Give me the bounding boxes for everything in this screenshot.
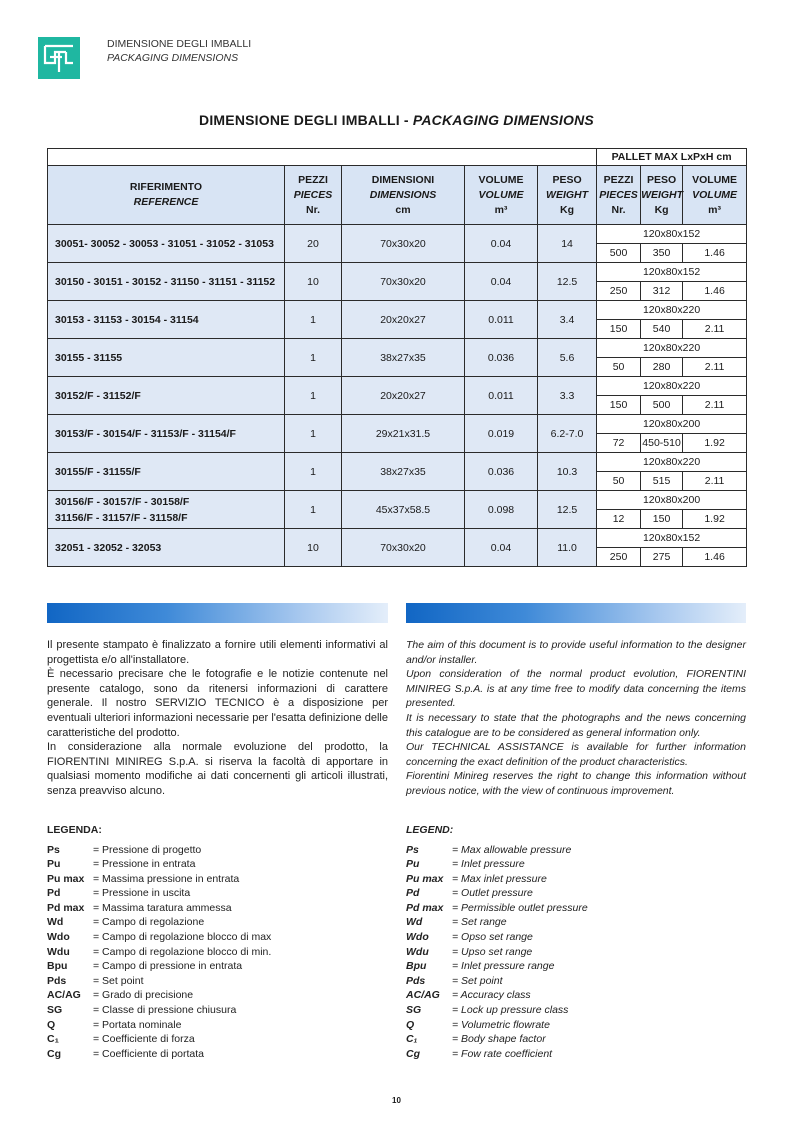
cell-p-volume: 2.11 [683,472,747,491]
col-header-line: DIMENSIONI [371,173,435,186]
legend-description: = Campo di pressione in entrata [93,960,243,973]
legend-row [406,901,746,916]
cell-reference [48,225,285,263]
cell-pallet-dims: 120x80x152 [597,263,747,282]
col-header-weight [538,166,597,225]
cell-volume: 0.04 [465,225,538,263]
paragraph-en: Our TECHNICAL ASSISTANCE is available for further information concerning the exact definition of the product characteristics. [406,741,746,768]
cell-p-volume: 1.92 [683,434,747,453]
legend-row [406,930,746,945]
legend-description: = Lock up pressure class [452,1004,569,1017]
legend-row [47,1003,388,1018]
legend-description: = Campo di regolazione [93,916,205,929]
legend-row [47,974,388,989]
cell-p-pieces: 250 [597,548,641,567]
legend-description: = Body shape factor [452,1033,546,1046]
cell-weight: 6.2-7.0 [538,415,597,453]
legend-row [406,974,746,989]
cell-dims: 45x37x58.5 [342,491,465,529]
legend-description: = Volumetric flowrate [452,1018,550,1031]
legend-symbol: AC/AG [406,989,440,1002]
legend-row [406,915,746,930]
legend-symbol: Bpu [47,960,68,973]
legend-description: = Campo di regolazione blocco di min. [93,945,272,958]
legend-row [406,857,746,872]
cell-p-pieces: 50 [597,472,641,491]
reference-line: 30155/F - 31155/F [55,465,141,478]
cell-dims: 20x20x27 [342,301,465,339]
cell-p-pieces: 500 [597,244,641,263]
reference-line: 32051 - 32052 - 32053 [55,541,162,554]
legend-row [406,872,746,887]
legend-row [406,886,746,901]
cell-pallet-dims: 120x80x220 [597,377,747,396]
legend-row [406,945,746,960]
cell-pieces: 1 [285,453,342,491]
col-header-line: DIMENSIONS [369,188,437,201]
cell-p-pieces: 12 [597,510,641,529]
legend-symbol: Bpu [406,960,427,973]
legend-description: = Fow rate coefficient [452,1047,553,1060]
legend-row [47,1032,388,1047]
col-header-line: PESO [646,173,677,186]
col-header-line: PIECES [293,188,333,201]
legend-description: = Upso set range [452,945,533,958]
header-title-en: PACKAGING DIMENSIONS [107,52,239,64]
legend-description: = Set point [93,974,144,987]
col-header-p-volume [683,166,747,225]
cell-pieces: 10 [285,529,342,567]
cell-p-volume: 2.11 [683,358,747,377]
legend-symbol: Q [47,1018,56,1031]
col-header-line: cm [395,203,411,216]
legend-row [406,1018,746,1033]
cell-pieces: 1 [285,377,342,415]
cell-reference [48,415,285,453]
legend-description: = Opso set range [452,931,533,944]
pallet-header: PALLET MAX LxPxH cm [597,149,747,166]
legend-description: = Pressione in uscita [93,887,191,900]
cell-p-weight: 280 [641,358,683,377]
cell-p-weight: 450-510 [641,434,683,453]
legend-description: = Classe di pressione chiusura [93,1004,237,1017]
table-row [48,339,747,358]
legend-symbol: Pu max [406,872,444,885]
legend-description: = Campo di regolazione blocco di max [93,931,272,944]
cell-dims: 38x27x35 [342,453,465,491]
page-title-en: PACKAGING DIMENSIONS [412,112,594,128]
legend-symbol: Pds [406,974,426,987]
col-header-line: VOLUME [692,188,738,201]
cell-reference [48,491,285,529]
legend-description: = Pressione in entrata [93,858,196,871]
table-row [48,301,747,320]
legend-row [47,1047,388,1062]
section-bar-en [406,603,746,623]
cell-volume: 0.036 [465,339,538,377]
table-row [48,225,747,244]
table-blank-corner [48,149,597,166]
cell-pallet-dims: 120x80x152 [597,529,747,548]
cell-p-volume: 1.92 [683,510,747,529]
legend-symbol: Pd [406,887,420,900]
table-row [48,377,747,396]
reference-line: 30156/F - 30157/F - 30158/F [55,495,190,508]
cell-dims: 70x30x20 [342,529,465,567]
cell-volume: 0.011 [465,377,538,415]
legend-symbol: Ps [47,843,60,856]
table-body [48,225,747,567]
paragraph-en: The aim of this document is to provide useful information to the designer and/or installer. [406,639,746,666]
reference-line: 30152/F - 31152/F [55,389,141,402]
legend-description: = Max inlet pressure [452,872,547,885]
legend-row [406,843,746,858]
legend-row [47,872,388,887]
legend-description: = Pressione di progetto [93,843,202,856]
legend-symbol: Wdu [47,945,70,958]
legend-symbol: Pd max [47,901,85,914]
legend-symbol: Pu [47,858,61,871]
legend-row [406,1003,746,1018]
paragraph-en: Fiorentini Minireg reserves the right to change this information without previous notice, with the view of continuous improvement. [406,770,746,797]
cell-pallet-dims: 120x80x200 [597,491,747,510]
legend-description: = Portata nominale [93,1018,182,1031]
cell-pieces: 1 [285,339,342,377]
cell-dims: 70x30x20 [342,225,465,263]
info-text-en [406,638,746,799]
col-header-p-weight [641,166,683,225]
legend-row [47,843,388,858]
page-title-separator: - [399,112,413,128]
col-header-ref [48,166,285,225]
cell-p-weight: 312 [641,282,683,301]
cell-p-weight: 515 [641,472,683,491]
legend-row [406,1047,746,1062]
reference-line: 30153/F - 30154/F - 31153/F - 31154/F [55,427,236,440]
cell-pallet-dims: 120x80x220 [597,453,747,472]
legend-symbol: Ps [406,843,419,856]
legend-row [47,915,388,930]
cell-pallet-dims: 120x80x152 [597,225,747,244]
reference-line: 30150 - 30151 - 30152 - 31150 - 31151 - 31152 [55,275,276,288]
company-logo [38,37,80,79]
legend-row [406,988,746,1003]
legend-description: = Massima taratura ammessa [93,901,232,914]
cell-volume: 0.019 [465,415,538,453]
cell-p-volume: 2.11 [683,396,747,415]
col-header-line: Kg [560,203,575,216]
cell-weight: 3.4 [538,301,597,339]
legend-row [47,857,388,872]
legend-description: = Coefficiente di portata [93,1047,205,1060]
cell-p-weight: 350 [641,244,683,263]
legend-symbol: Pu max [47,872,85,885]
cell-reference [48,529,285,567]
cell-p-weight: 275 [641,548,683,567]
cell-weight: 12.5 [538,263,597,301]
cell-dims: 70x30x20 [342,263,465,301]
cell-pieces: 1 [285,301,342,339]
page-number: 10 [392,1096,401,1105]
cell-p-volume: 1.46 [683,282,747,301]
col-header-line: RIFERIMENTO [129,181,203,193]
legend-symbol: Pd [47,887,61,900]
page-title [0,112,793,128]
col-header-pieces [285,166,342,225]
cell-pieces: 20 [285,225,342,263]
cell-p-weight: 500 [641,396,683,415]
legend-row [47,988,388,1003]
cell-reference [48,263,285,301]
legend-symbol: SG [47,1004,63,1017]
col-header-line: VOLUME [478,173,524,186]
cell-p-pieces: 150 [597,320,641,339]
col-header-line: PEZZI [603,173,634,186]
page-title-it: DIMENSIONE DEGLI IMBALLI [199,112,400,128]
col-header-line: PESO [552,173,582,186]
cell-pallet-dims: 120x80x220 [597,301,747,320]
legend-symbol: Pds [47,974,67,987]
cell-volume: 0.04 [465,263,538,301]
cell-volume: 0.098 [465,491,538,529]
cell-reference [48,301,285,339]
legend-description: = Inlet pressure [452,858,525,871]
legend-symbol: Pd max [406,901,444,914]
cell-pallet-dims: 120x80x200 [597,415,747,434]
cell-p-volume: 1.46 [683,548,747,567]
col-header-line: VOLUME [478,188,524,201]
reference-line: 31156/F - 31157/F - 31158/F [55,511,188,524]
legend-description: = Set point [452,974,503,987]
table-row [48,529,747,548]
table-row [48,415,747,434]
col-header-line: PIECES [599,188,638,201]
legend-row [406,959,746,974]
header-title-it: DIMENSIONE DEGLI IMBALLI [107,38,252,50]
cell-pieces: 1 [285,415,342,453]
cell-volume: 0.011 [465,301,538,339]
table-header-row [48,166,747,225]
cell-dims: 29x21x31.5 [342,415,465,453]
legend-row [47,901,388,916]
cell-weight: 11.0 [538,529,597,567]
legend-symbol: Cg [47,1047,61,1060]
legend-description: = Grado di precisione [93,989,194,1002]
packaging-table [47,148,747,567]
legend-description: = Inlet pressure range [452,960,555,973]
cell-pallet-dims: 120x80x220 [597,339,747,358]
cell-pieces: 1 [285,491,342,529]
legend-description: = Coefficiente di forza [93,1033,195,1046]
paragraph-it: In considerazione alla normale evoluzione del prodotto, la FIORENTINI MINIREG S.p.A. si riserva la facoltà di apportare in qualsiasi momento modifiche ai dati concernenti gli articoli illustrati, senza preavviso alcuno. [47,741,388,797]
col-header-line: WEIGHT [641,188,684,201]
legend-description: = Outlet pressure [452,887,533,900]
legend-symbol: Wdo [406,931,429,944]
legend-en [406,823,746,1061]
reference-line: 30153 - 31153 - 30154 - 31154 [55,313,199,326]
cell-reference [48,339,285,377]
cell-volume: 0.036 [465,453,538,491]
col-header-p-pieces [597,166,641,225]
legend-symbol: Q [406,1018,415,1031]
legend-title-it: LEGENDA: [47,824,102,836]
legend-symbol: C₁ [47,1033,59,1046]
logo-mark-icon [38,37,80,79]
info-text-it [47,638,388,799]
col-header-line: Kg [654,203,669,216]
legend-symbol: SG [406,1004,422,1017]
col-header-line: Nr. [611,203,626,216]
legend-symbol: C₁ [406,1033,418,1046]
cell-weight: 5.6 [538,339,597,377]
cell-pieces: 10 [285,263,342,301]
paragraph-it: Il presente stampato è finalizzato a fornire utili elementi informativi al progettista e/o all'installatore. [47,639,388,666]
col-header-line: Nr. [305,203,320,216]
legend-row [47,1018,388,1033]
legend-symbol: AC/AG [47,989,81,1002]
col-header-dims [342,166,465,225]
legend-symbol: Cg [406,1047,420,1060]
legend-title-en: LEGEND: [406,824,454,836]
cell-p-pieces: 150 [597,396,641,415]
legend-row [47,945,388,960]
table-row [48,453,747,472]
legend-row [47,886,388,901]
paragraph-en: It is necessary to state that the photographs and the news concerning this catalogue are to be considered as general information only. [406,711,746,739]
legend-symbol: Wdu [406,945,429,958]
legend-symbol: Pu [406,858,420,871]
cell-p-volume: 1.46 [683,244,747,263]
cell-weight: 10.3 [538,453,597,491]
cell-reference [48,377,285,415]
reference-line: 30051- 30052 - 30053 - 31051 - 31052 - 31053 [55,237,274,250]
paragraph-en: Upon consideration of the normal product evolution, FIORENTINI MINIREG S.p.A. is at any time free to modify data concerning the items presented. [406,668,746,710]
legend-row [47,930,388,945]
section-bar-it [47,603,388,623]
cell-weight: 3.3 [538,377,597,415]
legend-description: = Set range [452,916,507,929]
legend-description: = Accuracy class [452,989,531,1002]
cell-dims: 38x27x35 [342,339,465,377]
legend-symbol: Wd [406,916,423,929]
legend-description: = Permissible outlet pressure [452,901,588,914]
cell-reference [48,453,285,491]
table-row [48,263,747,282]
col-header-line: REFERENCE [133,196,199,208]
cell-volume: 0.04 [465,529,538,567]
paragraph-it: È necessario precisare che le fotografie e le notizie contenute nel presente catalogo, sono da ritenersi informazioni di carattere generale. Il nostro SERVIZIO TECNICO è a disposizione per eventuali ulteriori informazioni necessarie per l'esatta definizione delle caratteristiche del prodotto. [47,668,388,739]
col-header-volume [465,166,538,225]
cell-p-weight: 540 [641,320,683,339]
legend-description: = Max allowable pressure [452,843,572,856]
col-header-line: PEZZI [298,173,328,186]
legend-description: = Massima pressione in entrata [93,872,240,885]
reference-line: 30155 - 31155 [55,351,123,364]
col-header-line: WEIGHT [546,188,589,201]
cell-weight: 14 [538,225,597,263]
cell-dims: 20x20x27 [342,377,465,415]
legend-row [406,1032,746,1047]
col-header-line: m³ [494,203,508,216]
legend-symbol: Wd [47,916,64,929]
col-header-line: VOLUME [692,173,738,186]
legend-row [47,959,388,974]
cell-p-volume: 2.11 [683,320,747,339]
legend-symbol: Wdo [47,931,70,944]
table-row [48,491,747,510]
legend-it [47,823,388,1061]
cell-p-weight: 150 [641,510,683,529]
cell-p-pieces: 72 [597,434,641,453]
col-header-line: m³ [708,203,721,216]
cell-weight: 12.5 [538,491,597,529]
cell-p-pieces: 50 [597,358,641,377]
cell-p-pieces: 250 [597,282,641,301]
